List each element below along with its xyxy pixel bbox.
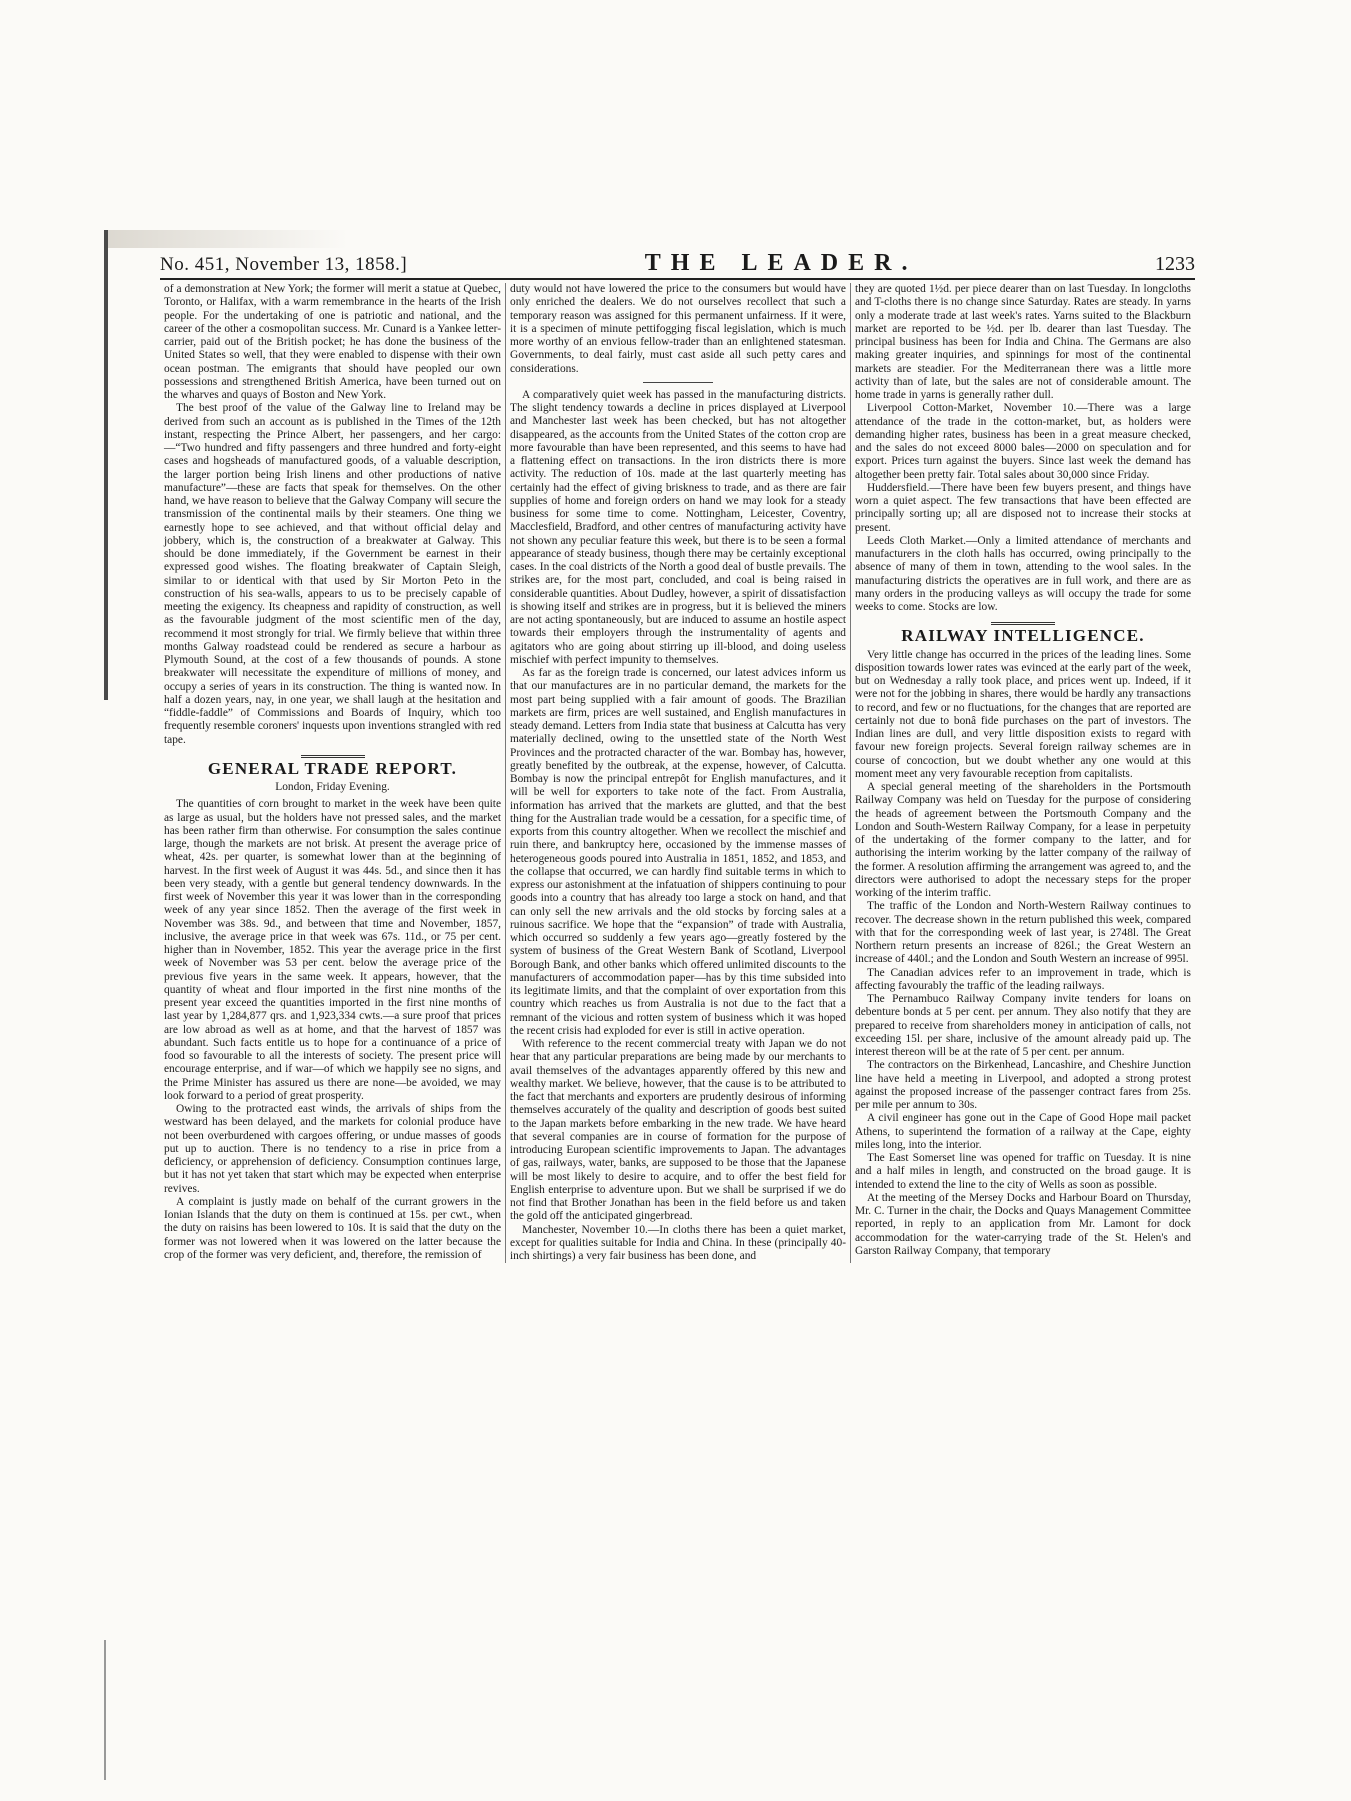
paragraph: Manchester, November 10.—In cloths there has been a quiet market, except for qualities suitable for India and China. In these (principally 40-inch shirtings) a very fair business has been done, and xyxy=(510,1223,846,1262)
page-scuff xyxy=(108,230,348,248)
paragraph: As far as the foreign trade is concerned, our latest advices inform us that our manufactures are in no particular demand, the markets for the most part being supplied with a fair amount of goods. The Brazilian markets are firm, prices are well sustained, and English manufactures in steady demand. Letters from India state that business at Calcutta has very materially declined, owing to the unsettled state of the North West Provinces and the protracted character of the war. Bombay has, however, greatly benefited by the outbreak, at the expense, however, of Calcutta. Bombay is now the principal entrepôt for English manufactures, and it will be well for exporters to take note of the fact. From Australia, information has arrived that the markets are glutted, and that the best thing for the Australian trade would be a cessation, for a specific time, of exports from this country altogether. When we recollect the mischief and ruin there, and bankruptcy here, occasioned by the immense masses of heterogeneous goods poured into Australia in 1851, 1852, and 1853, and the collapse that occurred, we can hardly find suitable terms in which to express our astonishment at the infatuation of shippers continuing to pour goods into a country that has already too large a stock on hand, and that can only sell the new arrivals and the old stocks by forcing sales at a ruinous sacrifice. We hope that the “expansion” of trade with Australia, which occurred so suddenly a few years ago—greatly fostered by the system of business of the Great Western Bank of Scotland, Liverpool Borough Bank, and other banks which offered unlimited discounts to the manufacturers of accommodation paper—has by this time subsided into its legitimate limits, and that the complaint of over exportation from this country which reaches us from Australia is not due to the fact that a remnant of the vicious and rotten system of business which it was hoped the recent crisis had exploded for ever is still in active operation. xyxy=(510,667,846,1037)
paragraph: The best proof of the value of the Galway line to Ireland may be derived from such an account as is published in the Times of the 12th instant, respecting the Prince Albert, her passengers, and her cargo:—“Two hundred and fifty passengers and three hundred and forty-eight cases and hogsheads of manufactured goods, of a valuable description, the larger portion being Irish linens and other productions of native manufacture”—these are facts that speak for themselves. On the other hand, we have reason to believe that the Galway Company will secure the transmission of the continental mails by their steamers. One thing we earnestly hope to see achieved, and that without official delay and jobbery, which is, the construction of a breakwater at Galway. This should be done immediately, if the Government be earnest in their expressed good wishes. The floating breakwater of Captain Sleigh, similar to or identical with that used by Sir Morton Peto in the construction of his sea-walls, appears to us to be precisely capable of meeting the exigency. Its cheapness and rapidity of construction, as well as the favourable judgment of the most scientific men of the day, recommend it most strongly for trial. We firmly believe that within three months Galway roadstead could be rendered as secure a harbour as Plymouth Sound, at the cost of a few thousands of pounds. A stone breakwater will necessitate the expenditure of millions of money, and occupy a series of years in its construction. The thing is wanted now. In half a dozen years, nay, in one year, we shall laugh at the hesitation and “fiddle-faddle” of Commissions and Boards of Inquiry, which too frequently resemble coroners' inquests upon inventions strangled with red tape. xyxy=(164,402,501,746)
section-title: RAILWAY INTELLIGENCE. xyxy=(901,626,1145,646)
divider xyxy=(643,382,713,383)
paragraph: Huddersfield.—There have been few buyers present, and things have worn a quiet aspect. The few transactions that have been effected are principally sorting up; all are disposed not to increase their stocks at present. xyxy=(855,481,1191,534)
paragraph: The contractors on the Birkenhead, Lancashire, and Cheshire Junction line have held a meeting in Liverpool, and adopted a strong protest against the proposed increase of the passenger contract fares from 25s. per mile per annum to 30s. xyxy=(855,1059,1191,1111)
binding-edge xyxy=(104,230,108,700)
paragraph: Owing to the protracted east winds, the arrivals of ships from the westward has been delayed, and the markets for colonial produce have not been overburdened with cargoes offering, or undue masses of goods put up to auction. There is no tendency to a rise in price from a deficiency, or apprehension of deficiency. Consumption continues large, but it has not yet taken that start which may be expected when enterprise revives. xyxy=(164,1103,501,1195)
running-head xyxy=(160,250,1195,276)
paragraph: Leeds Cloth Market.—Only a limited attendance of merchants and manufacturers in the cloth halls has occurred, owing principally to the absence of many of them in town, attending to the wool sales. In the manufacturing districts the operatives are in full work, and there are as many orders in the producing valleys as will occupy the trade for some weeks to come. Stocks are low. xyxy=(855,534,1191,613)
paragraph: The Pernambuco Railway Company invite tenders for loans on debenture bonds at 5 per cent. per annum. They also notify that they are prepared to receive from shareholders money in anticipation of calls, not exceeding 15l. per share, inclusive of the amount already paid up. The interest thereon will be at the rate of 5 per cent. per annum. xyxy=(855,993,1191,1058)
paragraph: The traffic of the London and North-Western Railway continues to recover. The decrease shown in the return published this week, compared with that for the corresponding week of last year, is 2748l. The Great Northern return presents an increase of 826l.; the Great Western an increase of 440l.; and the London and South Western an increase of 995l. xyxy=(855,900,1191,966)
paragraph: A special general meeting of the shareholders in the Portsmouth Railway Company was held on Tuesday for the purpose of considering the heads of agreement between the Portsmouth Company and the London and South-Western Railway Company, for a lease in perpetuity of the undertaking of the former company to the latter, and for authorising the interim working by the latter company of the railway of the former. A resolution affirming the arrangement was agreed to, and the directors were authorised to adopt the necessary steps for the proper working of the interim traffic. xyxy=(855,781,1191,899)
divider xyxy=(301,755,365,758)
issue-date: No. 451, November 13, 1858.] xyxy=(160,254,408,275)
paragraph: At the meeting of the Mersey Docks and Harbour Board on Thursday, Mr. C. Turner in the chair, the Docks and Quays Management Committee reported, in reply to an application from Mr. Lamont for dock accommodation for the water-carrying trade of the St. Helen's and Garston Railway Company, that temporary xyxy=(855,1191,1191,1257)
head-rule xyxy=(160,278,1195,280)
paragraph: The quantities of corn brought to market in the week have been quite as large as usual, but the holders have not pressed sales, and the market has been rather firm than otherwise. For consumption the sales continue large, though the markets are not brisk. At present the average price of wheat, 42s. per quarter, is somewhat lower than at the beginning of harvest. In the first week of August it was 44s. 5d., and since then it has been very steady, with a gentle but general tendency downwards. In the first week of November this year it was lower than in the corresponding week of any year since 1852. Then the average of the first week in November was 38s. 9d., and between that time and November, 1857, inclusive, the average price in that week was 67s. 11d., or 75 per cent. higher than in November, 1852. This year the average price in the first week of November was 53 per cent. below the average price of the previous five years in the same week. It appears, however, that the quantity of wheat and flour imported in the first nine months of the present year exceed the quantities imported in the first nine months of last year by 1,284,877 qrs. and 1,923,334 cwts.—a sure proof that prices are low abroad as well as at home, and that the harvest of 1857 was abundant. Such facts entitle us to hope for a continuance of a price of food so favourable to all the interests of society. The present price will encourage enterprise, and if war—of which we happily see no signs, and the Prime Minister has assured us there are none—be avoided, we may look forward to a period of great prosperity. xyxy=(164,798,501,1102)
section-title: GENERAL TRADE REPORT. xyxy=(207,758,458,778)
paragraph: The Canadian advices refer to an improvement in trade, which is affecting favourably the traffic of the leading railways. xyxy=(855,966,1191,992)
paragraph: of a demonstration at New York; the former will merit a statue at Quebec, Toronto, or Halifax, with a warm remembrance in the hearts of the Irish people. For the undertaking of one is patriotic and national, and the career of the other a cosmopolitan success. Mr. Cunard is a Yankee letter-carrier, paid out of the British pocket; he has done the business of the United States so well, that they were enabled to dispense with their own ocean postman. The emigrants that should have peopled our own possessions and strengthened British America, have been turned out on the wharves and quays of Boston and New York. xyxy=(164,283,501,401)
divider xyxy=(991,622,1055,625)
column-2 xyxy=(505,283,850,1263)
paragraph: A complaint is justly made on behalf of the currant growers in the Ionian Islands that the duty on them is continued at 15s. per cwt., when the duty on raisins has been lowered to 10s. It is said that the duty on the former was not lowered when it was lowered on the latter because the crop of the former was very deficient, and, therefore, the remission of xyxy=(164,1195,501,1261)
newspaper-page xyxy=(160,250,1195,1640)
binding-edge-lower xyxy=(104,1640,106,1780)
paragraph: With reference to the recent commercial treaty with Japan we do not hear that any particular preparations are being made by our merchants to avail themselves of the advantages apparently offered by this new and wealthy market. We believe, however, that the cause is to be attributed to the fact that merchants and exporters are prudently desirous of informing themselves accurately of the quality and description of goods best suited to the Japan markets before embarking in the new trade. We have heard that several companies are in course of formation for the purpose of introducing European scientific improvements to Japan. The advantages of gas, railways, water, banks, are supposed to be those that the Japanese will be most likely to desire to acquire, and to offer the best field for English enterprise to adventure upon. But we shall be surprised if we do not find that Brother Jonathan has been in the field before us and taken the gold off the anticipated gingerbread. xyxy=(510,1038,846,1223)
paragraph: The East Somerset line was opened for traffic on Tuesday. It is nine and a half miles in length, and constructed on the broad gauge. It is intended to extend the line to the city of Wells as soon as possible. xyxy=(855,1152,1191,1191)
dateline: London, Friday Evening. xyxy=(275,781,390,793)
paragraph: A civil engineer has gone out in the Cape of Good Hope mail packet Athens, to superintend the formation of a railway at the Cape, eighty miles long, into the interior. xyxy=(855,1112,1191,1151)
column-3 xyxy=(850,283,1195,1263)
paragraph: duty would not have lowered the price to the consumers but would have only enriched the dealers. We do not ourselves recollect that such a temporary reason was assigned for this permanent unfairness. If it were, it is a specimen of minute pettifogging fiscal legislation, which is much more worthy of an envious fellow-trader than an enlightened statesman. Governments, to deal fairly, must cast aside all such petty cares and considerations. xyxy=(510,283,846,375)
paragraph: A comparatively quiet week has passed in the manufacturing districts. The slight tendency towards a decline in prices displayed at Liverpool and Manchester last week has been checked, but has not altogether disappeared, as the accounts from the United States of the cotton crop are more favourable than have been represented, and this seems to have had a flattening effect on transactions. In the iron districts there is more activity. The reduction of 10s. made at the last quarterly meeting has certainly had the effect of giving briskness to trade, and as there are fair supplies of home and foreign orders on hand we may look for a steady business for some time to come. Nottingham, Leicester, Coventry, Macclesfield, Bradford, and other centres of manufacturing activity have not shown any peculiar feature this week, but there is to be seen a formal appearance of steady business, though there may be certainly exceptional cases. In the coal districts of the North a good deal of bustle prevails. The strikes are, for the most part, concluded, and coal is being raised in considerable quantities. About Dudley, however, a spirit of dissatisfaction is showing itself and strikes are in progress, but it is believed the miners are not acting spontaneously, but are induced to assume an hostile aspect towards their employers through the instrumentality of agents and agitators who are going about stirring up ill-blood, and doing useless mischief with perfect impunity to themselves. xyxy=(510,388,846,666)
column-1 xyxy=(160,283,505,1263)
paragraph: Liverpool Cotton-Market, November 10.—There was a large attendance of the trade in the cotton-market, but, as holders were demanding higher rates, business has been in a great measure checked, and the sales do not exceed 8000 bales—2000 on speculation and for export. Prices turn against the buyers. Since last week the demand has altogether been pretty fair. Total sales about 30,000 since Friday. xyxy=(855,402,1191,481)
columns xyxy=(160,283,1195,1263)
page-number: 1233 xyxy=(1154,253,1195,275)
masthead-title: THE LEADER. xyxy=(644,250,918,276)
paragraph: Very little change has occurred in the prices of the leading lines. Some disposition towards lower rates was evinced at the early part of the week, but on Wednesday a rally took place, and prices went up. Indeed, if it were not for the jobbing in shares, there would be hardly any transactions to record, and few or no fluctuations, for the changes that are reported are certainly not due to bonâ fide purchases on the part of investors. The Indian lines are dull, and very little disposition exists to regard with favour new foreign projects. Several foreign railway schemes are in course of concoction, but we doubt whether any one would at this moment meet any very favourable reception from capitalists. xyxy=(855,648,1191,780)
paragraph: they are quoted 1½d. per piece dearer than on last Tuesday. In longcloths and T-cloths there is no change since Saturday. Rates are steady. In yarns only a moderate trade at last week's rates. Yarns suited to the Blackburn market are reported to be ½d. per lb. dearer than last Tuesday. The principal business has been for India and China. The Germans are also making greater inquiries, and spinnings for most of the continental markets are steadier. For the Mediterranean there was a little more activity than of late, but the sales are not of considerable amount. The home trade in yarns is generally rather dull. xyxy=(855,283,1191,401)
